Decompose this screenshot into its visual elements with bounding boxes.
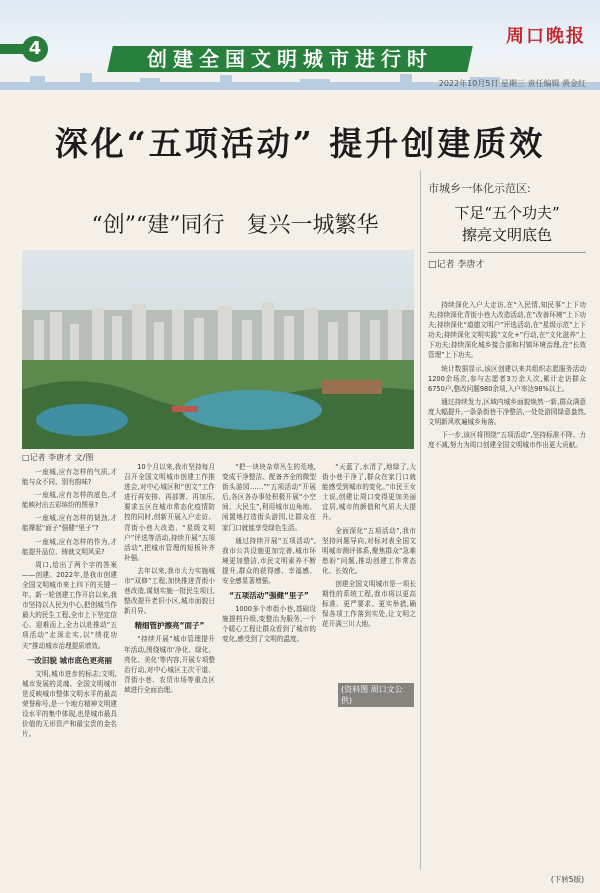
- paragraph: 文明,城市进步的标志;文明,城市发展的灵魂。全国文明城市是反映城市整体文明水平的最高荣誉称号,是一个地方精神文明建设水平的集中体现,也是城市最具价值的无形资产和最宝贵的金名片。: [22, 669, 117, 739]
- issue-line: 2022年10月5日 星期三 责任编辑 黄金红: [438, 79, 586, 88]
- photo-caption: (资料图 周口文公供): [338, 683, 414, 707]
- city-photo-illustration: [22, 250, 414, 449]
- subheading: 一改旧貌 城市底色更亮丽: [26, 655, 113, 665]
- page-number: 4: [22, 36, 48, 62]
- subhead: “创”“建”同行 复兴一城繁华: [91, 213, 379, 238]
- paragraph: 一座城,应有怎样的韧劲,才能撑起“面子”强健“里子”?: [22, 514, 117, 533]
- subheading: 精细管护擦亮“面子”: [134, 621, 205, 631]
- section-title-text: 创建全国文明城市进行时: [147, 47, 433, 71]
- paragraph: 1000多个串街小巷,基础设施提档升级,变整治为服务,一个个暖心工程让群众看到了城市的变化,感受到了文明的温度。: [222, 605, 316, 644]
- section-banner: [0, 0, 600, 96]
- sidebar-title-line2: 擦亮文明底色: [461, 226, 552, 244]
- article-column-4: [322, 462, 416, 633]
- paragraph: 去年以来,我市大力实施城市“双修”工程,加快推进背街小巷改造,谋划实施一批民生项目,整改提升老旧小区,城市面貌日新月异。: [124, 566, 215, 616]
- section-title: [107, 46, 473, 72]
- paragraph: 持续深化入户大走访,在“入民情,知民事”上下功夫;持续深化背街小巷大改造活动,在“改善环境”上下功夫;持续深化“道德文明户”评选活动,在“星级示范”上下功夫;持续深化文明实践“文化+”行动,在“文化滋养”上下功夫;持续深化城乡接合部和村镇环境治理,在“长效管理”上下功夫。: [428, 301, 586, 360]
- paragraph: “天蓝了,水清了,地绿了,大街小巷干净了,群众在家门口就能感受到城市的变化。”市民王女士说,创建让周口变得更加美丽宜居,城市的颜值和气质大大提升。: [322, 463, 416, 522]
- column-divider: [420, 170, 421, 870]
- paragraph: 一座城,应有怎样的气质,才能与众不同、别有韵味?: [22, 468, 117, 487]
- paragraph: “持续开展”城市管理提升年活动,围绕城市‘净化、绿化、亮化、美化’等内容,开展专项整治行动,对中心城区主次干道、背街小巷、农贸市场等重点区域进行全面治理。: [124, 635, 215, 694]
- paragraph: 通过持续发力,区域内城乡面貌焕然一新,群众满意度大幅提升,一条条街巷干净整洁,一处处游园绿意盎然,文明新风吹遍城乡角落。: [428, 397, 586, 427]
- sidebar-title-line1: 下足“五个功夫”: [454, 204, 560, 222]
- paragraph: “把一块块杂草丛生的荒地,变成干净整洁、配备齐全的微型街头游园……”“五项活动”开展后,各区各办事处积极开展“小空间、大民生”,利用城市边角地、闲置地打造街头游园,让群众在家门口就能享受绿色生活。: [222, 463, 316, 532]
- sidebar-article: [428, 300, 586, 453]
- paragraph: 下一步,该区将围绕“五项活动”,坚持标准不降、力度不减,努力为周口创建全国文明城市作出更大贡献。: [428, 431, 586, 450]
- main-byline: □记者 李唐才 文/图: [22, 453, 94, 462]
- paragraph: 一座城,应有怎样的底色,才能映衬出五彩缤纷的图景?: [22, 491, 117, 510]
- sidebar-byline: □记者 李唐才: [428, 260, 485, 270]
- paragraph: 创建全国文明城市是一项长期性的系统工程,我市将以更高标准、更严要求、更实举措,确保各项工作落到实处,让文明之花开满三川大地。: [322, 580, 416, 629]
- article-column-1: [22, 452, 117, 742]
- sidebar-rule: [428, 252, 586, 253]
- page-number-bar: [0, 44, 24, 54]
- paragraph: 统计数据显示,该区创建以来共组织志愿服务活动1200余场次,参与志愿者3万余人次,累计走访群众6750户,整改问题980余项,入户率达98%以上。: [428, 364, 586, 393]
- article-column-2: [124, 462, 215, 698]
- continued-note: (下转5版): [550, 875, 584, 884]
- headline: 深化“五项活动” 提升创建质效: [54, 124, 546, 163]
- sidebar-kicker: 市城乡一体化示范区:: [428, 182, 531, 195]
- paragraph: 周口,给出了两个字的答案——创建。2022年,是我市创建全国文明城市来上四下的关键一年。新一轮创建工作开启以来,我市坚持以人民为中心,把创城当作最大的民生工程,全市上下坚定信心、迎难而上,全力以赴推动“五项活动”走深走实,以“绣花功夫”推动城市治理提质增效。: [22, 560, 117, 650]
- sidebar-header: [428, 180, 586, 270]
- subheading: “五项活动”强健“里子”: [229, 591, 309, 601]
- paper-logo: 周口晚报: [506, 26, 586, 47]
- paragraph: 一座城,应有怎样的作为,才能提升品位、铸就文明风采?: [22, 537, 117, 556]
- paragraph: 全面深化“五项活动”,我市坚持问题导向,对标对表全国文明城市测评体系,聚焦群众“急难愁盼”问题,推动创建工作常态化、长效化。: [322, 526, 416, 575]
- paragraph: 10个月以来,我市坚持每月召开全国文明城市创建工作推进会,对中心城区和“创文”工作进行再安排、再部署、再加压,要求五区在城市常态化疫情防控的同时,创新开展入户走访、背街小巷大改造、“星级文明户”评选等活动,持续开展“五项活动”,把城市管理的短板补齐补强。: [124, 463, 215, 562]
- article-column-3: [222, 462, 316, 648]
- paragraph: 通过持续开展“五项活动”,我市公共设施更加完善,城市环境更加整洁,市民文明素养不断提升,群众的获得感、幸福感、安全感显著增强。: [222, 536, 316, 586]
